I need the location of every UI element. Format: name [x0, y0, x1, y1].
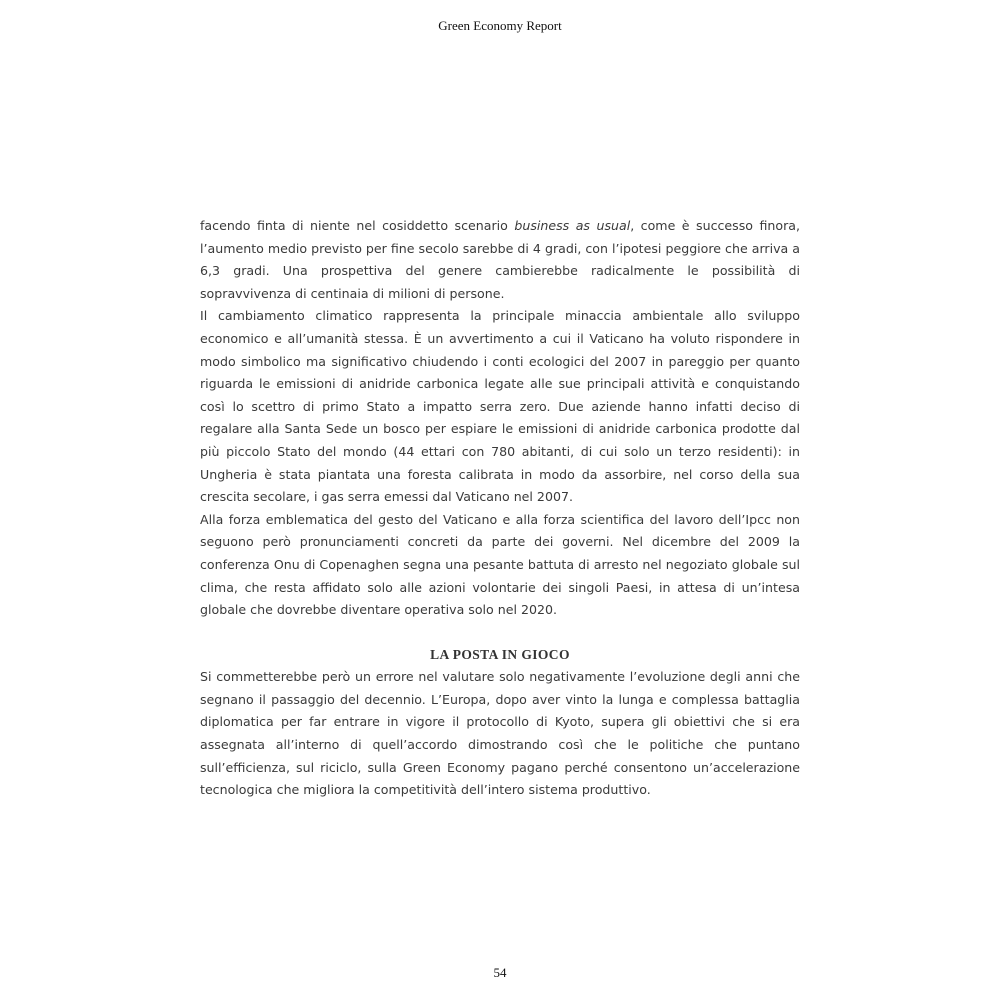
- page-number: 54: [493, 965, 507, 980]
- running-header: Green Economy Report: [438, 18, 562, 33]
- paragraph-1-rest: , come è successo finora, l’aumento medio previsto per fine secolo sarebbe di 4 gradi, con l’ipotesi peggiore che arriva a 6,3 gradi. Una prospettiva del genere cambierebbe radicalmente le possibilità di sopravvivenza di centinaia di milioni di persone.: [200, 218, 800, 301]
- paragraph-2: Il cambiamento climatico rappresenta la principale minaccia ambientale allo sviluppo economico e all’umanità stessa. È un avvertimento a cui il Vaticano ha voluto rispondere in modo simbolico ma significativo chiudendo i conti ecologici del 2007 in pareggio per quanto riguarda le emissioni di anidride carbonica legate alle sue principali attività e conquistando così lo scettro di primo Stato a impatto serra zero. Due aziende hanno infatti deciso di regalare alla Santa Sede un bosco per espiare le emissioni di anidride carbonica prodotte dal più piccolo Stato del mondo (44 ettari con 780 abitanti, di cui solo un terzo residenti): in Ungheria è stata piantata una foresta calibrata in modo da assorbire, nel corso della sua crescita secolare, i gas serra emessi dal Vaticano nel 2007.: [200, 308, 800, 505]
- section-heading: LA POSTA IN GIOCO: [430, 646, 570, 662]
- paragraph-4: Si commetterebbe però un errore nel valutare solo negativamente l’evoluzione degli anni che segnano il passaggio del decennio. L’Europa, dopo aver vinto la lunga e complessa battaglia diplomatica per far entrare in vigore il protocollo di Kyoto, supera gli obiettivi che si era assegnata all’interno di quell’accordo dimostrando così che le politiche che puntano sull’efficienza, sul riciclo, sulla Green Economy pagano perché consentono un’accelerazione tecnologica che migliora la competitività dell’intero sistema produttivo.: [200, 669, 800, 798]
- paragraph-1-italic-term: business as usual: [514, 218, 631, 233]
- body-text: [200, 215, 800, 802]
- paragraph-3: Alla forza emblematica del gesto del Vaticano e alla forza scientifica del lavoro dell’Ipcc non seguono però pronunciamenti concreti da parte dei governi. Nel dicembre del 2009 la conferenza Onu di Copenaghen segna una pesante battuta di arresto nel negoziato globale sul clima, che resta affidato solo alle azioni volontarie dei singoli Paesi, in attesa di un’intesa globale che dovrebbe diventare operativa solo nel 2020.: [200, 511, 800, 618]
- paragraph-1-lead: facendo finta di niente nel cosiddetto scenario: [200, 218, 515, 233]
- paragraph-1: [200, 215, 800, 305]
